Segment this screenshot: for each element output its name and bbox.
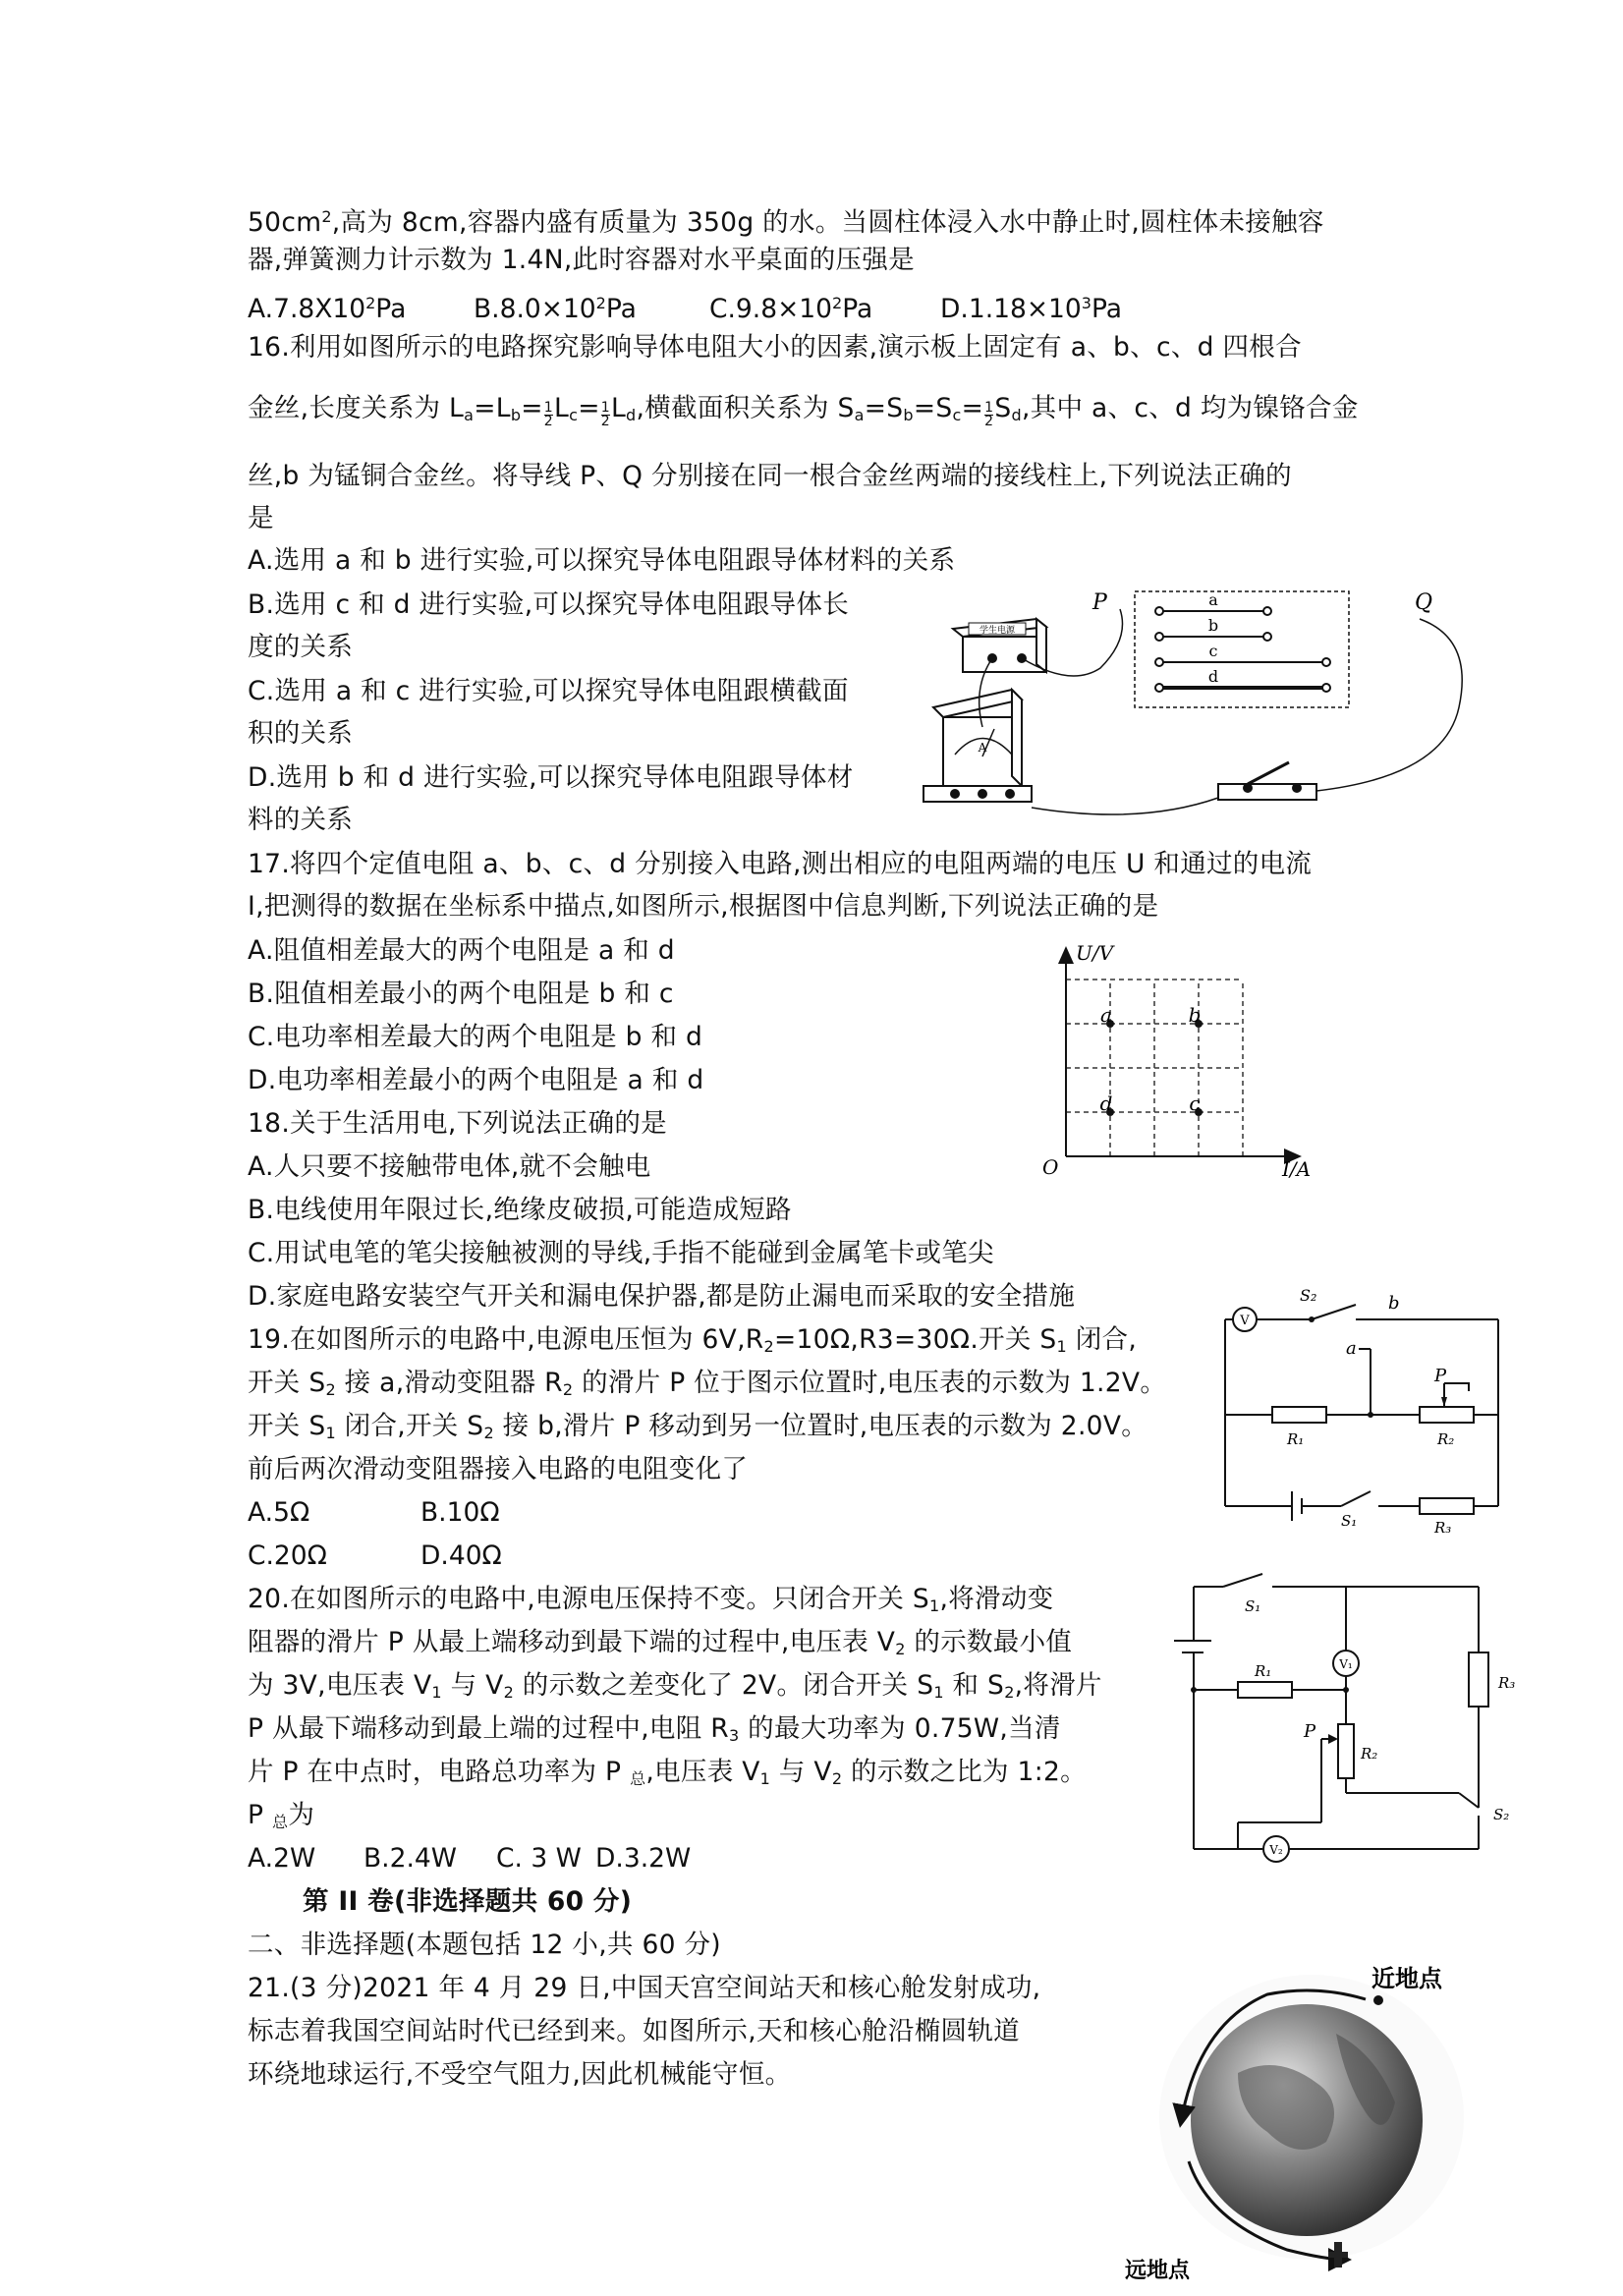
ammeter-label: A (978, 741, 987, 755)
q17-option-d: D.电功率相差最小的两个电阻是 a 和 d (248, 1065, 704, 1095)
q16-option-c-2: 积的关系 (248, 718, 354, 749)
q20-line-6: P $_总$为 (248, 1800, 315, 1831)
q18-stem: 18.关于生活用电,下列说法正确的是 (248, 1108, 667, 1139)
x-axis-label: I/A (1282, 1157, 1312, 1181)
power-supply-label: 学生电源 (979, 626, 1016, 636)
point-label-b: b (1188, 1003, 1202, 1027)
q21-line-1: 21.(3 分)2021 年 4 月 29 日,中国天宫空间站天和核心舱发射成功, (248, 1973, 1041, 2003)
r2-label: R₂ (1361, 1745, 1378, 1763)
wire-p-label: P (1092, 590, 1107, 615)
q15-option-b: $B.8.0\times 10^2Pa$ (474, 294, 637, 324)
q16-option-d-1: D.选用 b 和 d 进行实验,可以探究导体电阻跟导体材 (248, 762, 854, 793)
q17-line-1: 17.将四个定值电阻 a、b、c、d 分别接入电路,测出相应的电阻两端的电压 U 和通过的电流 (248, 849, 1313, 879)
v1-label: V₁ (1339, 1657, 1353, 1671)
q20-line-2: 阻器的滑片 P 从最上端移动到最下端的过程中,电压表 $V_2$ 的示数最小值 (248, 1627, 1073, 1658)
q21-line-3: 环绕地球运行,不受空气阻力,因此机械能守恒。 (248, 2059, 792, 2090)
q18-option-b: B.电线使用年限过长,绝缘皮破损,可能造成短路 (248, 1195, 792, 1225)
q19-option-c: C.20Ω (248, 1540, 327, 1571)
q20-option-c: C. 3 W (496, 1843, 582, 1874)
q15-line-2: 器,弹簧测力计示数为 1.4N,此时容器对水平桌面的压强是 (248, 245, 915, 275)
q16-option-a: A.选用 a 和 b 进行实验,可以探究导体电阻跟导体材料的关系 (248, 545, 956, 576)
r2-label: R₂ (1437, 1430, 1455, 1448)
q19-line-3: 开关 $S_1$ 闭合,开关 $S_2$ 接 b,滑片 P 移动到另一位置时,电压表的示数为 2.0V。 (248, 1411, 1148, 1442)
a-label: a (1346, 1338, 1357, 1359)
voltmeter-label: V (1240, 1314, 1250, 1328)
q15-option-c: $C.9.8\times 10^2Pa$ (709, 294, 873, 324)
q18-option-d: D.家庭电路安装空气开关和漏电保护器,都是防止漏电而采取的安全措施 (248, 1281, 1076, 1312)
q16-option-b-2: 度的关系 (248, 632, 354, 662)
q17-option-c: C.电功率相差最大的两个电阻是 b 和 d (248, 1022, 703, 1052)
y-axis-label: U/V (1076, 941, 1114, 965)
q20-line-4: P 从最下端移动到最上端的过程中,电阻 $R_3$ 的最大功率为 0.75W,当清 (248, 1713, 1061, 1745)
ammeter-icon (923, 690, 1032, 802)
r1-label: R₁ (1255, 1662, 1272, 1680)
q21-orbit-figure (1120, 1964, 1464, 2283)
q20-option-a: A.2W (248, 1843, 316, 1874)
q20-line-1: 20.在如图所示的电路中,电源电压保持不变。只闭合开关 $S_1$,将滑动变 (248, 1584, 1054, 1615)
perigee-label: 近地点 (1371, 1964, 1442, 1992)
s2-label: S₂ (1300, 1286, 1317, 1305)
part2-title: 第 II 卷(非选择题共 60 分) (303, 1886, 633, 1917)
wire-q-label: Q (1415, 590, 1433, 615)
section-2-heading: 二、非选择题(本题包括 12 小,共 60 分) (248, 1930, 721, 1960)
point-label-d: d (1099, 1092, 1113, 1115)
chart-grid (1066, 980, 1243, 1156)
q19-line-1: 19.在如图所示的电路中,电源电压恒为 $6V,R_2=10\Omega,R3=30\Omega$.开关 $S_1$ 闭合, (248, 1324, 1138, 1356)
q16-circuit-figure (923, 580, 1493, 835)
q19-option-a: A.5Ω (248, 1497, 310, 1528)
q16-line-4: 是 (248, 503, 274, 533)
demo-board (1135, 590, 1349, 707)
q19-circuit-figure (1213, 1285, 1528, 1537)
q18-option-a: A.人只要不接触带电体,就不会触电 (248, 1151, 651, 1182)
q19-option-d: D.40Ω (420, 1540, 502, 1571)
wire-c-label: c (1208, 642, 1218, 660)
q16-line-3: 丝,b 为锰铜合金丝。将导线 P、Q 分别接在同一根合金丝两端的接线柱上,下列说法正确的 (248, 461, 1292, 491)
knife-switch-icon (1218, 762, 1316, 800)
q16-line-1: 16.利用如图所示的电路探究影响导体电阻大小的因素,演示板上固定有 a、b、c、d 四根合 (248, 332, 1302, 363)
q16-option-c-1: C.选用 a 和 c 进行实验,可以探究导体电阻跟横截面 (248, 676, 849, 706)
q17-line-2: I,把测得的数据在坐标系中描点,如图所示,根据图中信息判断,下列说法正确的是 (248, 891, 1159, 922)
q18-option-c: C.用试电笔的笔尖接触被测的导线,手指不能碰到金属笔卡或笔尖 (248, 1238, 994, 1268)
q20-circuit-figure (1164, 1572, 1547, 1857)
r3-label: R₃ (1434, 1519, 1452, 1537)
q21-line-2: 标志着我国空间站时代已经到来。如图所示,天和核心舱沿椭圆轨道 (248, 2016, 1020, 2046)
apogee-label: 远地点 (1125, 2258, 1191, 2283)
q16-option-d-2: 料的关系 (248, 805, 354, 835)
q19-option-b: B.10Ω (420, 1497, 500, 1528)
s1-label: S₁ (1245, 1597, 1261, 1615)
point-label-c: c (1189, 1092, 1201, 1115)
q17-ui-chart (1036, 938, 1331, 1179)
s1-label: S₁ (1341, 1512, 1358, 1530)
point-label-a: a (1100, 1003, 1112, 1027)
q17-option-a: A.阻值相差最大的两个电阻是 a 和 d (248, 935, 675, 966)
v2-label: V₂ (1269, 1843, 1283, 1857)
q19-line-4: 前后两次滑动变阻器接入电路的电阻变化了 (248, 1454, 749, 1484)
p-label: P (1304, 1721, 1316, 1742)
r1-label: R₁ (1287, 1430, 1305, 1448)
q15-line-1: $50cm^2$,高为 8cm,容器内盛有质量为 350g 的水。当圆柱体浸入水中静止时,圆柱体未接触容 (248, 207, 1324, 238)
q15-option-a: $A.7.8X10^2Pa$ (248, 294, 407, 324)
q15-option-d: $D.1.18\times 10^3Pa$ (940, 294, 1122, 324)
wire-a-label: a (1208, 590, 1218, 609)
wire-b-label: b (1207, 616, 1219, 635)
q20-line-5: 片 P 在中点时，电路总功率为 P $_总$,电压表 $V_1$ 与 $V_2$ 的示数之比为 1:2。 (248, 1757, 1087, 1788)
origin-label: O (1042, 1155, 1059, 1179)
q20-option-b: B.2.4W (364, 1843, 457, 1874)
wire-d-label: d (1207, 667, 1219, 686)
q16-option-b-1: B.选用 c 和 d 进行实验,可以探究导体电阻跟导体长 (248, 589, 850, 620)
r3-label: R₃ (1498, 1674, 1516, 1692)
q20-option-d: D.3.2W (595, 1843, 692, 1874)
q20-line-3: 为 3V,电压表 $V_1$ 与 $V_2$ 的示数之差变化了 2V。闭合开关 $S_1$ 和 $S_2$,将滑片 (248, 1670, 1102, 1702)
p-label: P (1434, 1366, 1447, 1386)
q19-line-2: 开关 $S_2$ 接 a,滑动变阻器 $R_2$ 的滑片 P 位于图示位置时,电压表的示数为 1.2V。 (248, 1368, 1167, 1399)
s2-label: S₂ (1493, 1806, 1510, 1823)
q16-line-2: 金丝,长度关系为 $L_a=L_b=$ $\frac{1}{2}$ $L_c=$ $\frac{1}{2}$ $L_d$,横截面积关系为 $S_a=S_b=S_c=$ $\frac{1}{2}$ $S_d$,其中 a、c、d 均为镍铬合金 (248, 393, 1359, 429)
b-label: b (1388, 1293, 1400, 1314)
q17-option-b: B.阻值相差最小的两个电阻是 b 和 c (248, 979, 674, 1009)
